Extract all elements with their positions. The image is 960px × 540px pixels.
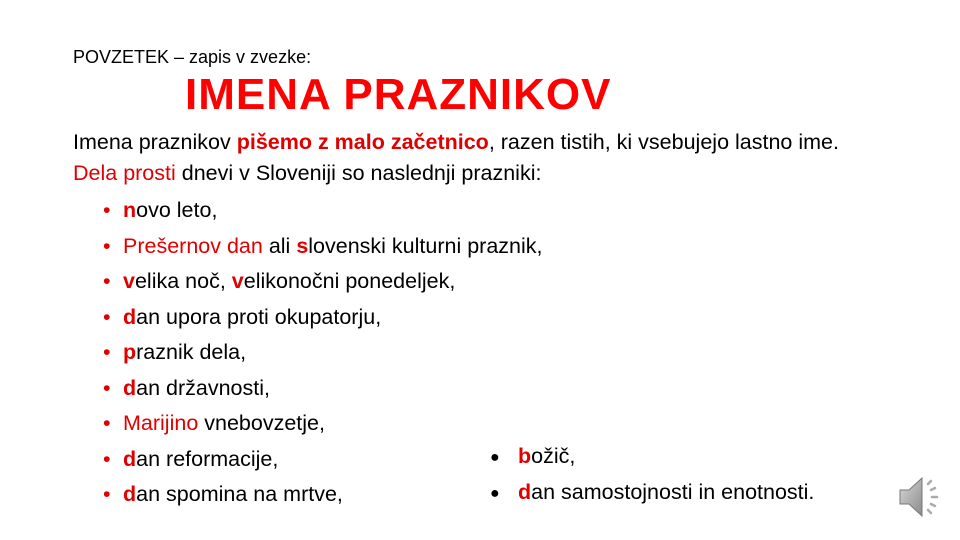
list-item	[103, 442, 543, 478]
list-item-highlight: d	[123, 375, 137, 400]
list-item	[103, 193, 543, 229]
list-item	[490, 439, 814, 475]
page-title: IMENA PRAZNIKOV	[185, 70, 612, 119]
list-item	[103, 300, 543, 336]
bullet-icon: •	[103, 446, 111, 471]
subtitle: POVZETEK – zapis v zvezke:	[73, 47, 312, 67]
bullet-icon: •	[103, 198, 111, 222]
list-item-highlight: d	[518, 480, 532, 505]
intro-emphasis-2: Dela prosti	[73, 161, 176, 185]
list-item-highlight: d	[123, 304, 137, 329]
list-item-highlight: v	[231, 269, 244, 293]
bullet-icon: •	[103, 375, 111, 400]
bullet-icon: •	[103, 482, 111, 506]
list-item	[103, 477, 543, 513]
list-item-text: elikonočni ponedeljek,	[243, 269, 456, 293]
list-item	[103, 264, 543, 300]
bullet-icon: •	[103, 340, 111, 364]
bullet-icon: ●	[490, 484, 500, 502]
list-item-highlight: b	[518, 444, 532, 468]
list-item-highlight: d	[123, 482, 137, 506]
intro-text-3: dnevi v Sloveniji so naslednji prazniki:	[175, 161, 542, 185]
list-item-text: elika noč,	[134, 269, 232, 293]
list-item-text: an reformacije,	[136, 446, 279, 471]
list-item-text: ovo leto,	[136, 198, 218, 222]
list-item-highlight: p	[123, 340, 137, 364]
intro-text-1: Imena praznikov	[73, 130, 237, 154]
list-item-text: an upora proti okupatorju,	[136, 304, 382, 329]
list-item-text: ožič,	[531, 444, 576, 468]
list-item-text: an državnosti,	[136, 375, 270, 400]
list-item	[490, 475, 814, 511]
list-item	[103, 371, 543, 407]
list-item-highlight: Marijino	[123, 411, 199, 435]
list-item	[103, 406, 543, 442]
list-item-text: raznik dela,	[136, 340, 247, 364]
list-item-text: vnebovzetje,	[198, 411, 325, 435]
list-item-highlight: n	[123, 198, 137, 222]
list-item-text: lovenski kulturni praznik,	[308, 233, 543, 258]
list-item-text: ali	[262, 233, 297, 258]
bullet-icon: •	[103, 269, 111, 293]
intro-emphasis-1: pišemo z malo začetnico	[236, 130, 489, 154]
intro-paragraph	[73, 127, 873, 189]
bullet-icon: •	[103, 233, 111, 258]
bullet-icon: •	[103, 411, 111, 435]
speaker-icon[interactable]	[896, 472, 946, 522]
list-item-highlight: Prešernov dan	[123, 233, 263, 258]
bullet-icon: •	[103, 304, 111, 329]
holiday-list-secondary	[490, 439, 814, 511]
list-item	[103, 229, 543, 265]
list-item	[103, 335, 543, 371]
holiday-list	[103, 193, 543, 513]
list-item-highlight: v	[123, 269, 135, 293]
list-item-text: an samostojnosti in enotnosti.	[531, 480, 815, 505]
list-item-highlight: d	[123, 446, 137, 471]
list-item-text: an spomina na mrtve,	[136, 482, 343, 506]
intro-text-2: , razen tistih, ki vsebujejo lastno ime.	[488, 130, 839, 154]
bullet-icon: ●	[490, 448, 500, 466]
list-item-highlight: s	[296, 233, 309, 258]
